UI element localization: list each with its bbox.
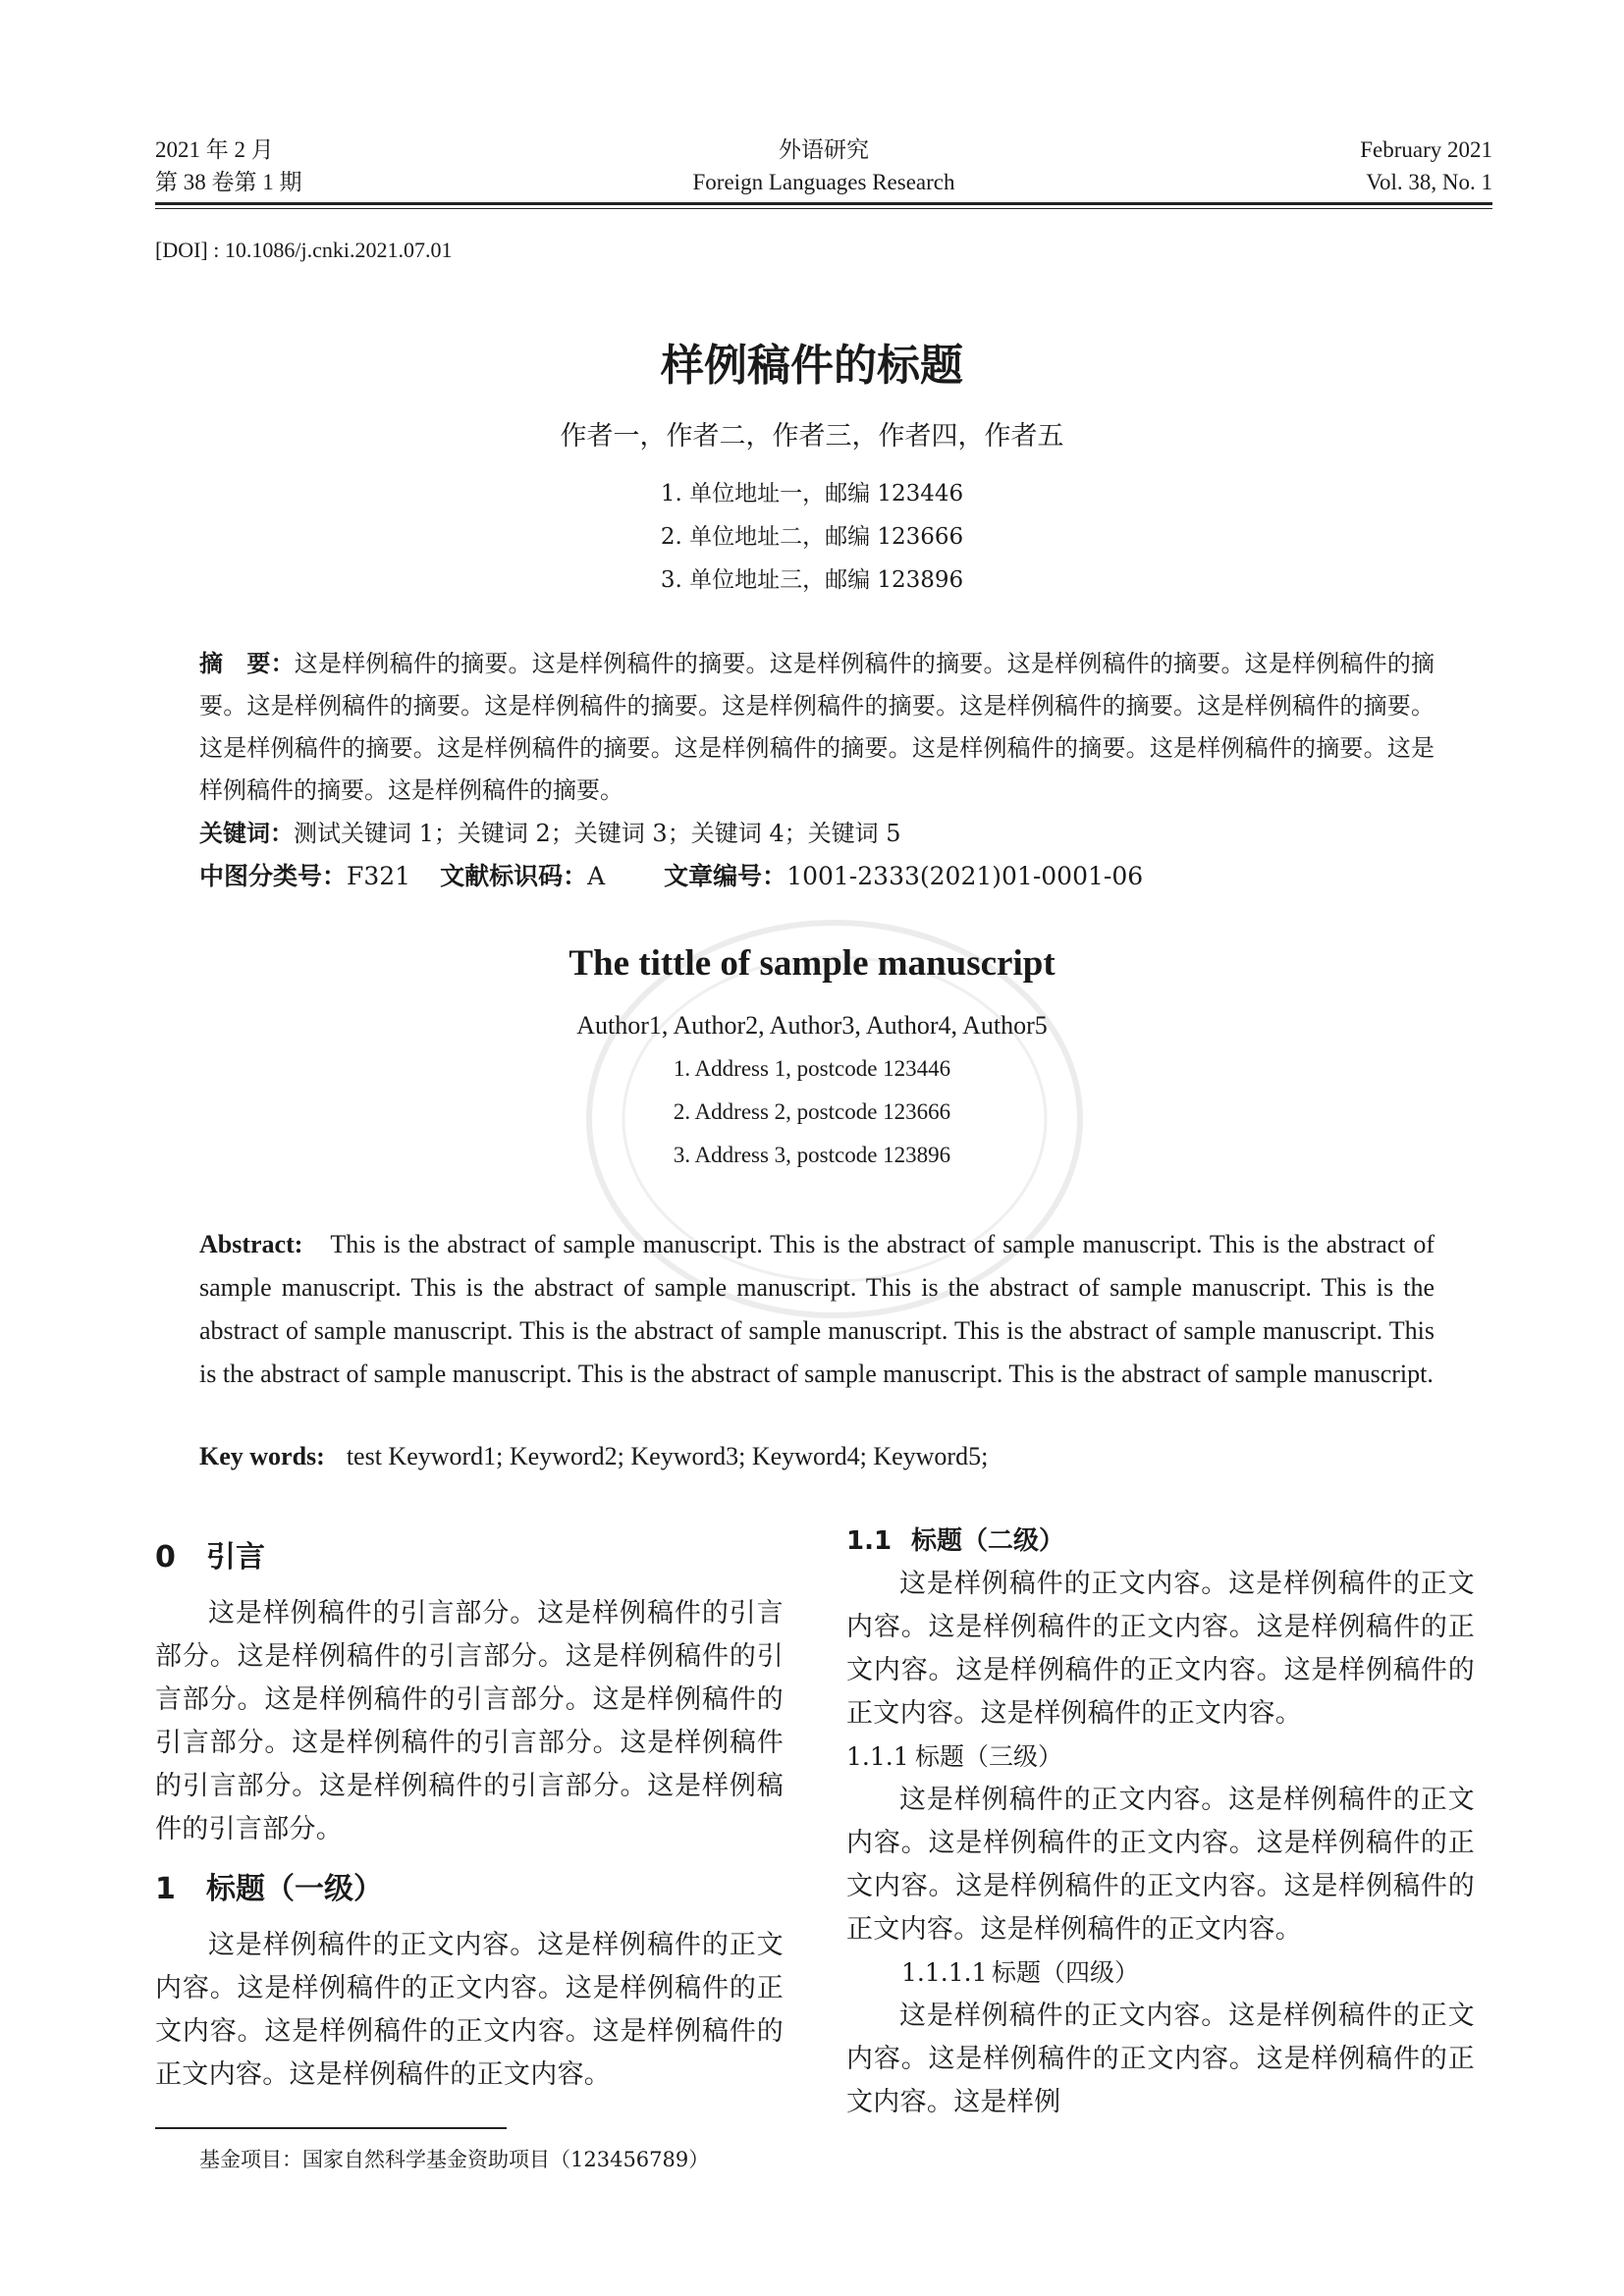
keywords-en <box>199 1435 1435 1478</box>
header-volume-cn: 第 38 卷第 1 期 <box>155 170 302 194</box>
heading-title: 引言 <box>206 1540 265 1575</box>
title-en: The tittle of sample manuscript <box>568 943 1056 984</box>
heading-title: 标题（三级） <box>915 1742 1063 1771</box>
doc-code-label: 文献标识码： <box>440 862 588 890</box>
title-cn: 样例稿件的标题 <box>661 341 963 391</box>
doc-code-value: A <box>587 862 606 890</box>
heading-section-0 <box>155 1533 784 1582</box>
article-number-value: 1001-2333(2021)01-0001-06 <box>786 862 1144 890</box>
footnote-funding: 基金项目：国家自然科学基金资助项目（123456789） <box>199 2148 710 2171</box>
heading-title: 标题（四级） <box>992 1958 1140 1987</box>
header-rule-thin <box>155 208 1492 209</box>
abstract-cn-label: 摘 要： <box>199 650 295 677</box>
heading-section-1-1 <box>846 1520 1475 1563</box>
heading-number: 1 <box>155 1872 176 1906</box>
journal-name-en: Foreign Languages Research <box>692 170 955 194</box>
journal-header <box>155 133 1492 202</box>
heading-title: 标题（一级） <box>206 1872 383 1906</box>
header-journal-name <box>155 133 1492 198</box>
heading-title: 标题（二级） <box>911 1526 1065 1556</box>
heading-number: 0 <box>155 1540 176 1575</box>
keywords-en-text: test Keyword1; Keyword2; Keyword3; Keyword4; Keyword5; <box>346 1442 989 1470</box>
body-right-column <box>846 1520 1475 2124</box>
abstract-en-text: This is the abstract of sample manuscript. This is the abstract of sample manuscript. This is the abstract of sample manuscript. This is the abstract of sample manuscript. This is the abstract of sample manuscript. This is the abstract of sample manuscript. This is the abstract of sample manuscript. This is the abstract of sample manuscript. This is the abstract of sample manuscript. This is the abstract of sample manuscript. This is the abstract of sample manuscript. <box>199 1230 1435 1388</box>
heading-section-1 <box>155 1865 784 1914</box>
abstract-cn-text: 这是样例稿件的摘要。这是样例稿件的摘要。这是样例稿件的摘要。这是样例稿件的摘要。这是样例稿件的摘要。这是样例稿件的摘要。这是样例稿件的摘要。这是样例稿件的摘要。这是样例稿件的摘要。这是样例稿件的摘要。这是样例稿件的摘要。这是样例稿件的摘要。这是样例稿件的摘要。这是样例稿件的摘要。这是样例稿件的摘要。这是样例稿件的摘要。这是样例稿件的摘要。 <box>199 650 1435 804</box>
doi: [DOI] : 10.1086/j.cnki.2021.07.01 <box>155 238 453 262</box>
address-en-1: 1. Address 1, postcode 123446 <box>673 1056 951 1081</box>
heading-number: 1.1.1.1 <box>901 1958 988 1987</box>
keywords-cn-label: 关键词： <box>199 820 294 847</box>
keywords-cn-text: 测试关键词 1；关键词 2；关键词 3；关键词 4；关键词 5 <box>294 820 901 847</box>
address-cn-2: 2. 单位地址二，邮编 123666 <box>660 524 964 550</box>
clc-label: 中图分类号： <box>199 862 348 890</box>
heading-section-1-1-1 <box>846 1735 1475 1779</box>
abstract-en <box>199 1223 1435 1396</box>
authors-cn: 作者一，作者二，作者三，作者四，作者五 <box>560 421 1064 452</box>
address-cn-3: 3. 单位地址三，邮编 123896 <box>660 567 964 593</box>
keywords-en-label: Key words: <box>199 1442 325 1470</box>
abstract-en-label: Abstract: <box>199 1230 303 1258</box>
address-en-2: 2. Address 2, postcode 123666 <box>673 1099 951 1124</box>
header-date: 2021 年 2 月 <box>155 137 274 162</box>
body-left-column <box>155 1533 784 2110</box>
keywords-cn <box>199 813 1435 855</box>
paragraph-section-1-1-1: 这是样例稿件的正文内容。这是样例稿件的正文内容。这是样例稿件的正文内容。这是样例稿件的正文内容。这是样例稿件的正文内容。这是样例稿件的正文内容。这是样例稿件的正文内容。 <box>846 1785 1475 1945</box>
heading-number: 1.1.1 <box>846 1742 909 1771</box>
paragraph-introduction: 这是样例稿件的引言部分。这是样例稿件的引言部分。这是样例稿件的引言部分。这是样例稿件的引言部分。这是样例稿件的引言部分。这是样例稿件的引言部分。这是样例稿件的引言部分。这是样例稿件的引言部分。这是样例稿件的引言部分。这是样例稿件的引言部分。 <box>155 1598 784 1844</box>
paragraph-section-1: 这是样例稿件的正文内容。这是样例稿件的正文内容。这是样例稿件的正文内容。这是样例稿件的正文内容。这是样例稿件的正文内容。这是样例稿件的正文内容。这是样例稿件的正文内容。 <box>155 1930 784 2090</box>
classification-line <box>199 855 1435 897</box>
paragraph-section-1-1: 这是样例稿件的正文内容。这是样例稿件的正文内容。这是样例稿件的正文内容。这是样例稿件的正文内容。这是样例稿件的正文内容。这是样例稿件的正文内容。这是样例稿件的正文内容。 <box>846 1569 1475 1729</box>
header-volume-en: Vol. 38, No. 1 <box>1366 170 1492 194</box>
article-number-label: 文章编号： <box>664 862 787 890</box>
heading-number: 1.1 <box>846 1526 893 1556</box>
address-en-3: 3. Address 3, postcode 123896 <box>673 1143 951 1167</box>
footnote-rule <box>155 2127 507 2129</box>
header-rule-thick <box>155 202 1492 205</box>
journal-name-cn: 外语研究 <box>779 137 869 162</box>
abstract-cn <box>199 643 1435 812</box>
header-date-en: February 2021 <box>1360 137 1492 162</box>
address-cn-1: 1. 单位地址一，邮编 123446 <box>660 481 964 507</box>
paragraph-section-1-1-1-1: 这是样例稿件的正文内容。这是样例稿件的正文内容。这是样例稿件的正文内容。这是样例稿件的正文内容。这是样例 <box>846 2001 1475 2117</box>
clc-value: F321 <box>347 862 411 890</box>
header-date-issue-en <box>1360 133 1492 198</box>
heading-section-1-1-1-1 <box>846 1951 1475 1995</box>
authors-en: Author1, Author2, Author3, Author4, Author5 <box>576 1011 1048 1040</box>
